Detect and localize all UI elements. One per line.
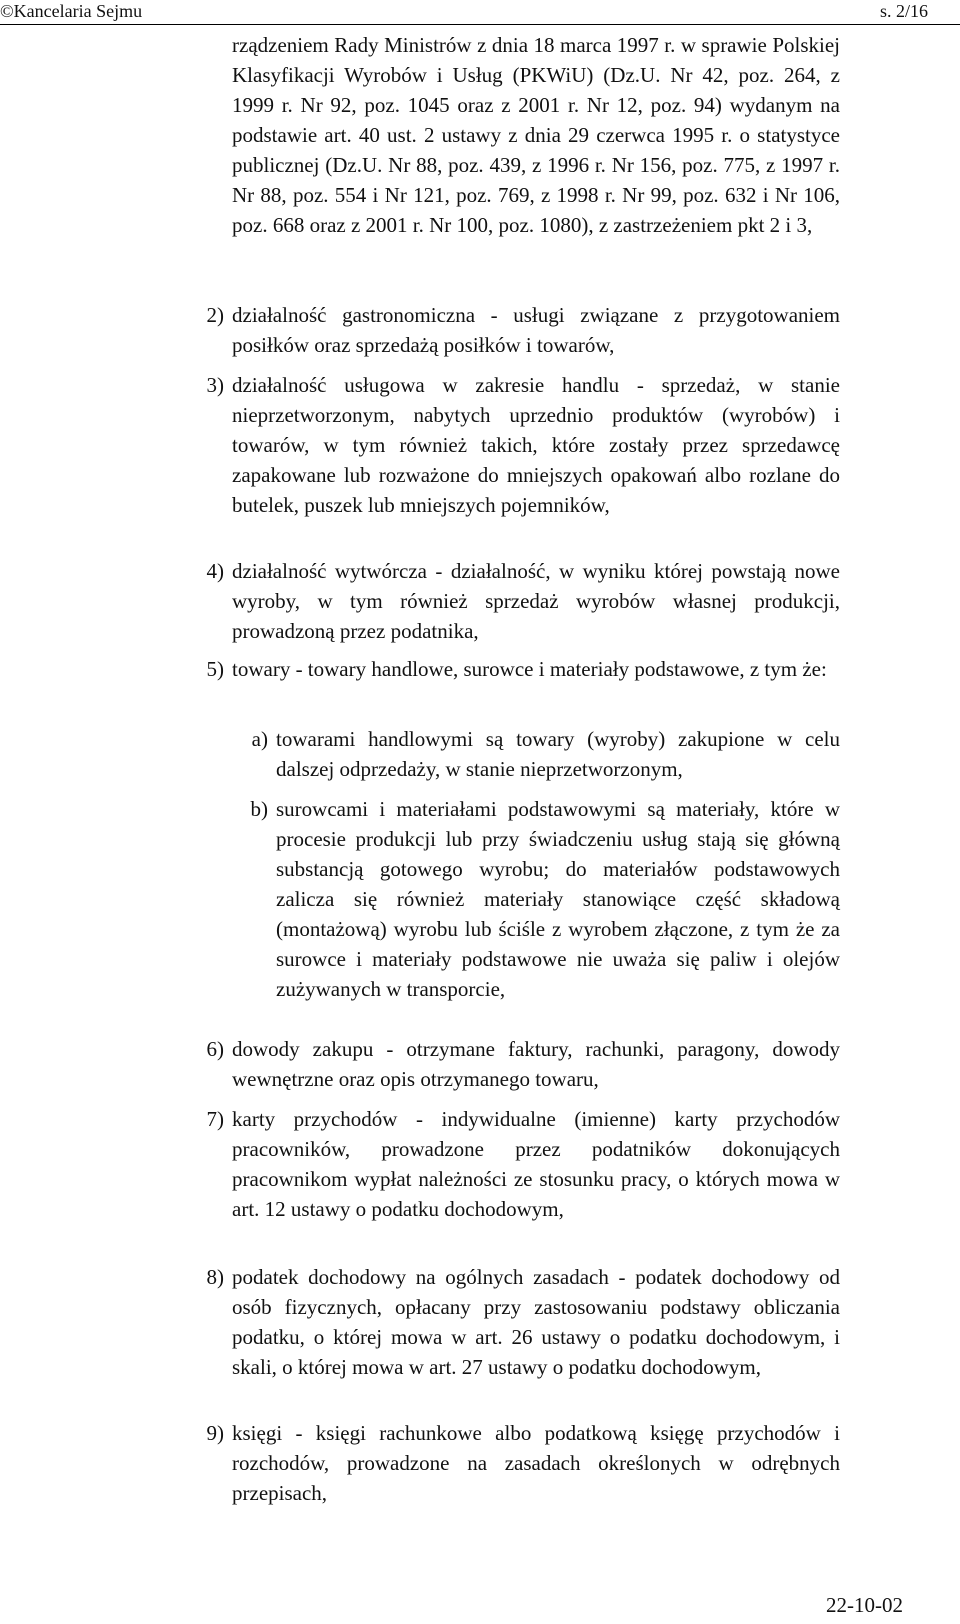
item-number: 2) (206, 303, 224, 327)
list-item-text: towary - towary handlowe, surowce i materiały podstawowe, z tym że: (232, 657, 827, 681)
page-number: s. 2/16 (879, 1, 928, 21)
item-number: 3) (206, 373, 224, 397)
intro-paragraph: rządzeniem Rady Ministrów z dnia 18 marca 1997 r. w sprawie Polskiej Klasyfikacji Wyrobów i Usług (PKWiU) (Dz.U. Nr 42, poz. 264, z 1999 r. Nr 92, poz. 1045 oraz z 2001 r. Nr 12, poz. 94) wydanym na podstawie art. 40 ust. 2 ustawy z dnia 29 czerwca 1995 r. o statystyce publicznej (Dz.U. Nr 88, poz. 439, z 1996 r. Nr 156, poz. 775, z 1997 r. Nr 88, poz. 554 i Nr 121, poz. 769, z 1998 r. Nr 99, poz. 632 i Nr 106, poz. 668 oraz z 2001 r. Nr 100, poz. 1080), z zastrzeżeniem pkt 2 i 3, (232, 33, 840, 237)
list-item-text: podatek dochodowy na ogólnych zasadach - podatek dochodowy od osób fizycznych, opłacany przy zastosowaniu podstawy obliczania podatku, o której mowa w art. 26 ustawy o podatku dochodowym, i skali, o której mowa w art. 27 ustawy o podatku dochodowym, (232, 1265, 840, 1379)
item-number: 4) (206, 559, 224, 583)
list-item-text: działalność wytwórcza - działalność, w wyniku której powstają nowe wyroby, w tym również sprzedaż wyrobów własnej produkcji, prowadzoną przez podatnika, (232, 559, 840, 643)
item-number: 7) (206, 1107, 224, 1131)
subitem-text: towarami handlowymi są towary (wyroby) zakupione w celu dalszej odprzedaży, w stanie nieprzetworzonym, (276, 727, 840, 781)
subitem-letter: a) (251, 727, 268, 751)
subitem-letter: b) (250, 797, 268, 821)
list-item-text: księgi - księgi rachunkowe albo podatkową księgę przychodów i rozchodów, prowadzone na zasadach określonych w odrębnych przepisach, (232, 1421, 840, 1505)
page-header (0, 0, 960, 25)
item-number: 9) (206, 1421, 224, 1445)
item-number: 8) (206, 1265, 224, 1289)
list-item-text: dowody zakupu - otrzymane faktury, rachunki, paragony, dowody wewnętrzne oraz opis otrzymanego towaru, (232, 1037, 840, 1091)
item-number: 6) (206, 1037, 224, 1061)
document-date: 22-10-02 (826, 1593, 903, 1617)
subitem-text: surowcami i materiałami podstawowymi są materiały, które w procesie produkcji lub przy świadczeniu usług stają się główną substancją gotowego wyrobu; do materiałów podstawowych zalicza się również materiały stanowiące część składową (montażową) wyrobu lub ściśle z wyrobem złączone, z tym że za surowce i materiały podstawowe nie uważa się paliw i olejów zużywanych w transporcie, (276, 797, 840, 1001)
item-number: 5) (206, 657, 224, 681)
list-item-text: karty przychodów - indywidualne (imienne) karty przychodów pracowników, prowadzone przez podatników dokonujących pracownikom wypłat należności ze stosunku pracy, o których mowa w art. 12 ustawy o podatku dochodowym, (232, 1107, 840, 1221)
list-item-text: działalność gastronomiczna - usługi związane z przygotowaniem posiłków oraz sprzedażą posiłków i towarów, (232, 303, 840, 357)
source-label: ©Kancelaria Sejmu (0, 1, 143, 21)
list-item-text: działalność usługowa w zakresie handlu - sprzedaż, w stanie nieprzetworzonym, nabytych uprzednio produktów (wyrobów) i towarów, w tym również takich, które zostały przez sprzedawcę zapakowane lub rozważone do mniejszych opakowań albo rozlane do butelek, puszek lub mniejszych pojemników, (232, 373, 840, 517)
